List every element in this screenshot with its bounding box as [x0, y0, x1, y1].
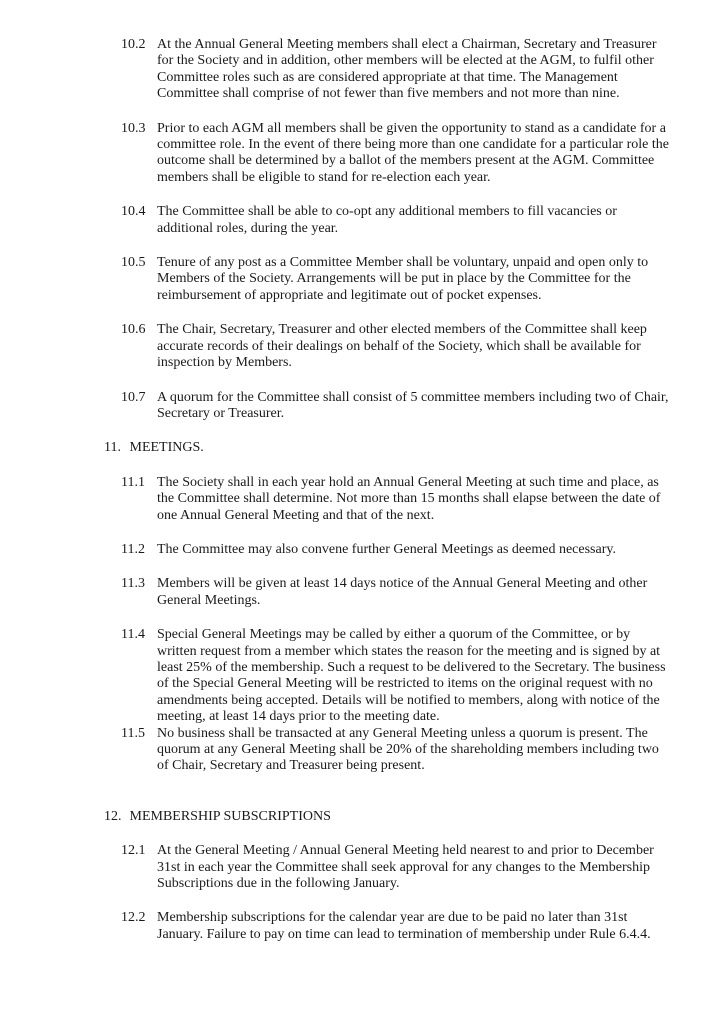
clause-line: 31st in each year the Committee shall seek approval for any changes to the Membership [157, 859, 650, 875]
clause-line: reimbursement of appropriate and legitimate out of pocket expenses. [157, 287, 542, 303]
document-page [0, 37, 724, 943]
clause-number: 10.5 [121, 255, 146, 271]
clause-10-5 [121, 255, 716, 304]
clause-12-2 [121, 910, 716, 943]
clause-line: Special General Meetings may be called by either a quorum of the Committee, or by [157, 627, 631, 643]
clause-line: written request from a member which states the reason for the meeting and is signed by at [157, 643, 661, 659]
clause-line: No business shall be transacted at any General Meeting unless a quorum is present. The [157, 725, 648, 741]
section-title: MEETINGS. [129, 440, 204, 456]
clause-line: A quorum for the Committee shall consist of 5 committee members including two of Chair, [157, 389, 669, 405]
clause-line: January. Failure to pay on time can lead to termination of membership under Rule 6.4.4. [157, 926, 651, 942]
clause-line: inspection by Members. [157, 355, 292, 371]
clause-line: Committee shall comprise of not fewer than five members and not more than nine. [157, 86, 620, 102]
clause-11-3 [121, 576, 716, 609]
clause-line: Committee roles such as are considered appropriate at that time. The Management [157, 69, 618, 85]
clause-number: 10.4 [121, 204, 146, 220]
clause-line: quorum at any General Meeting shall be 20% of the shareholding members including two [157, 742, 659, 757]
clause-line: Membership subscriptions for the calendar year are due to be paid no later than 31st [157, 910, 628, 926]
clause-line: for the Society and in addition, other members will be elected at the AGM, to fulfil other [157, 53, 654, 69]
clause-number: 12.1 [121, 843, 146, 859]
clause-line: least 25% of the membership. Such a request to be delivered to the Secretary. The business [157, 659, 666, 675]
clause-number: 12.2 [121, 910, 146, 926]
clause-line: The Committee shall be able to co-opt any additional members to fill vacancies or [157, 204, 617, 220]
clause-number: 11.3 [121, 576, 145, 592]
clause-10-2 [121, 37, 716, 103]
clause-line: At the General Meeting / Annual General Meeting held nearest to and prior to December [157, 843, 654, 859]
clause-number: 10.3 [121, 120, 146, 136]
clause-12-1 [121, 843, 716, 892]
clause-11-2 [121, 542, 716, 558]
section-title: MEMBERSHIP SUBSCRIPTIONS [129, 808, 331, 824]
section-number: 12. [104, 808, 122, 824]
clause-10-4 [121, 204, 716, 237]
clause-number: 11.2 [121, 541, 145, 557]
clause-11-4 [121, 627, 716, 725]
clause-line: The Chair, Secretary, Treasurer and other elected members of the Committee shall keep [157, 322, 647, 338]
clause-10-7 [121, 390, 716, 423]
clause-11-1 [121, 475, 716, 524]
clause-line: committee role. In the event of there being more than one candidate for a particular role the [157, 137, 669, 153]
clause-number: 10.7 [121, 389, 146, 405]
clause-line: additional roles, during the year. [157, 220, 339, 236]
clause-line: outcome shall be determined by a ballot of the members present at the AGM. Committee [157, 153, 655, 169]
clause-line: members shall be eligible to stand for re-election each year. [157, 169, 491, 185]
clause-line: Members of the Society. Arrangements will be put in place by the Committee for the [157, 271, 631, 287]
section-number: 11. [104, 440, 121, 456]
clause-11-5 [121, 726, 716, 775]
clause-line: Subscriptions due in the following January. [157, 876, 400, 892]
clause-number: 11.4 [121, 627, 145, 643]
section-heading-11 [104, 440, 724, 456]
clause-line: of Chair, Secretary and Treasurer being present. [157, 758, 425, 774]
clause-line: At the Annual General Meeting members shall elect a Chairman, Secretary and Treasurer [157, 37, 657, 52]
clause-line: accurate records of their dealings on behalf of the Society, which shall be available for [157, 338, 641, 354]
clause-line: the Committee shall determine. Not more than 15 months shall elapse between the date of [157, 491, 661, 507]
clause-number: 11.5 [121, 725, 145, 741]
clause-line: Tenure of any post as a Committee Member shall be voluntary, unpaid and open only to [157, 255, 649, 271]
clause-number: 10.6 [121, 322, 146, 338]
clause-10-3 [121, 121, 716, 187]
section-heading-12 [104, 809, 724, 825]
clause-line: General Meetings. [157, 592, 261, 608]
clause-line: Members will be given at least 14 days notice of the Annual General Meeting and other [157, 576, 648, 592]
clause-line: meeting, at least 14 days prior to the meeting date. [157, 709, 440, 725]
clause-line: Prior to each AGM all members shall be given the opportunity to stand as a candidate for a [157, 120, 666, 136]
clause-line: The Committee may also convene further General Meetings as deemed necessary. [157, 541, 616, 557]
clause-line: of the Special General Meeting will be restricted to items on the original request with no [157, 676, 653, 692]
clause-line: Secretary or Treasurer. [157, 405, 285, 421]
clause-number: 10.2 [121, 37, 146, 52]
clause-line: The Society shall in each year hold an Annual General Meeting at such time and place, as [157, 474, 659, 490]
clause-number: 11.1 [121, 474, 145, 490]
clause-line: amendments being accepted. Details will be notified to members, along with notice of the [157, 692, 660, 708]
clause-10-6 [121, 322, 716, 371]
clause-line: one Annual General Meeting and that of the next. [157, 507, 435, 523]
